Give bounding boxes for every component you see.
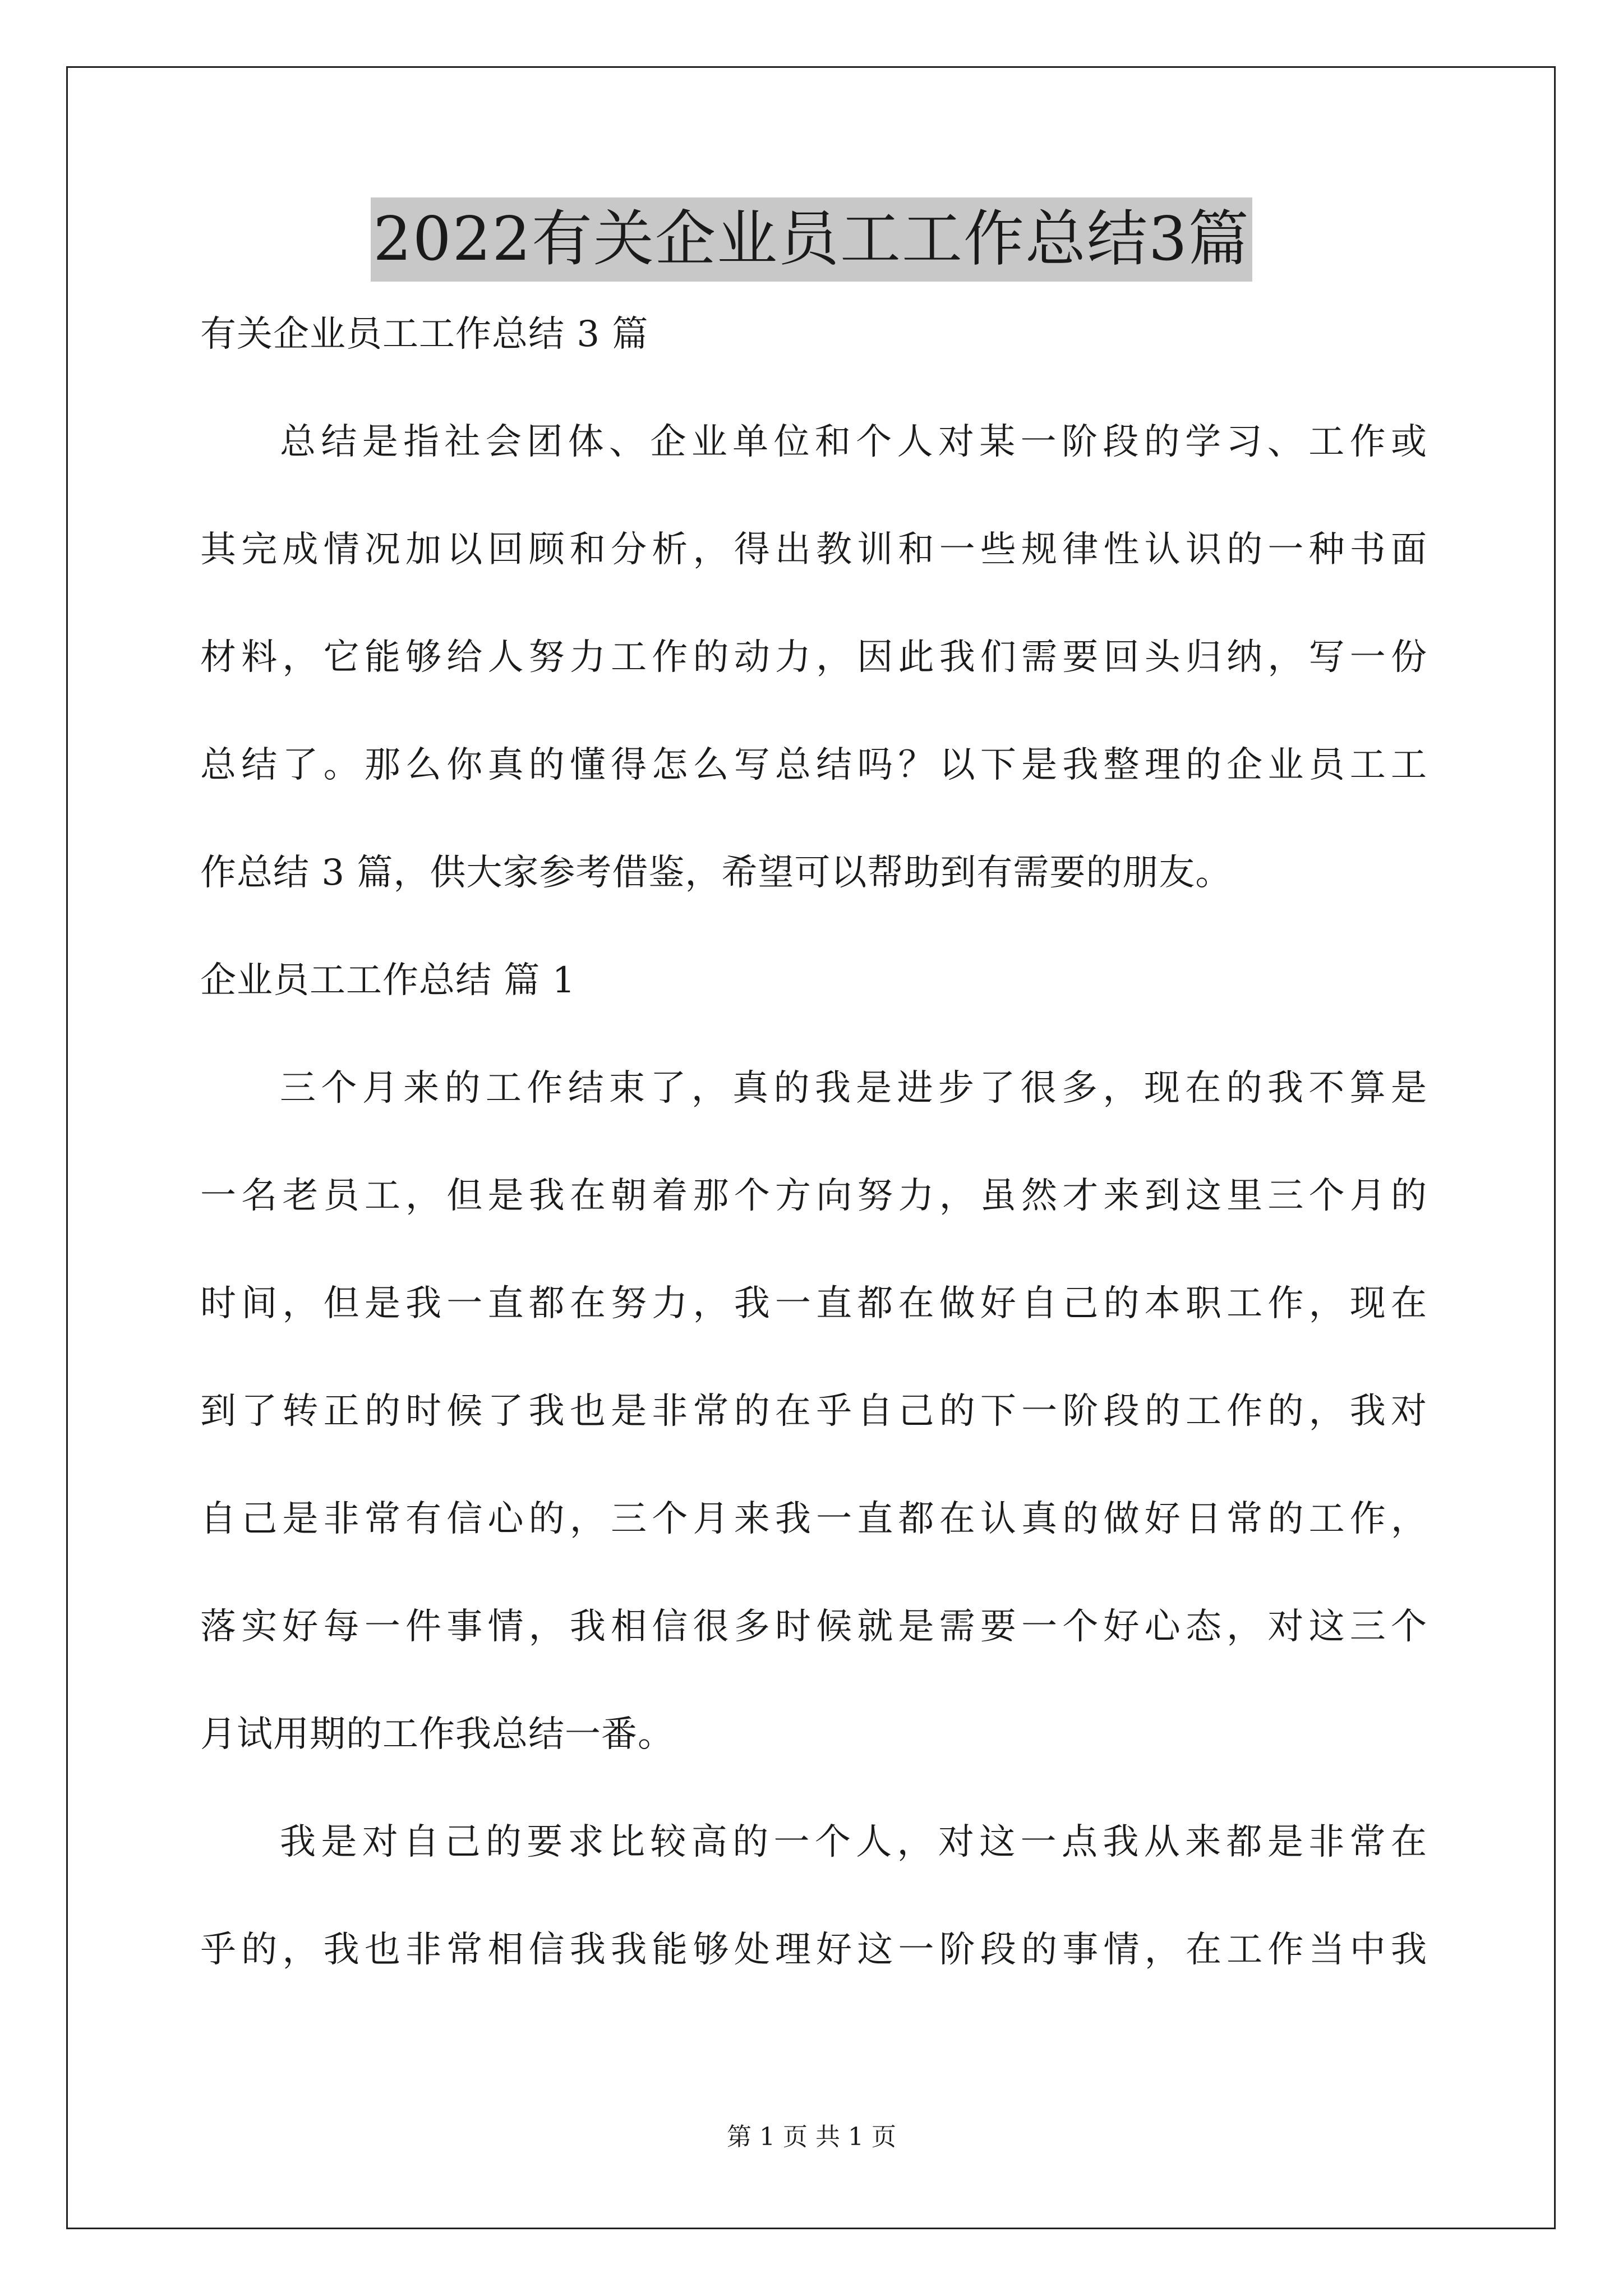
paragraph-line: 材料，它能够给人努力工作的动力，因此我们需要回头归纳，写一份: [200, 637, 1427, 678]
paragraph-line: 作总结 3 篇，供大家参考借鉴，希望可以帮助到有需要的朋友。: [200, 852, 1232, 894]
paragraph-line: 总结是指社会团体、企业单位和个人对某一阶段的学习、工作或: [280, 421, 1427, 463]
document-title: [0, 197, 1623, 282]
paragraph-line: 其完成情况加以回顾和分析，得出教训和一些规律性认识的一种书面: [200, 529, 1427, 570]
page-number: 第 1 页 共 1 页: [727, 2123, 896, 2151]
paragraph-line: 三个月来的工作结束了，真的我是进步了很多，现在的我不算是: [280, 1068, 1427, 1109]
section-heading: 企业员工工作总结 篇 1: [200, 960, 576, 1001]
section-heading: 有关企业员工工作总结 3 篇: [200, 314, 649, 355]
paragraph-line: 自己是非常有信心的，三个月来我一直都在认真的做好日常的工作，: [200, 1498, 1427, 1540]
paragraph-line: 月试用期的工作我总结一番。: [200, 1714, 674, 1755]
paragraph-line: 落实好每一件事情，我相信很多时候就是需要一个好心态，对这三个: [200, 1606, 1427, 1648]
paragraph-line: 我是对自己的要求比较高的一个人，对这一点我从来都是非常在: [280, 1821, 1427, 1863]
paragraph-line: 时间，但是我一直都在努力，我一直都在做好自己的本职工作，现在: [200, 1283, 1427, 1324]
paragraph-line: 一名老员工，但是我在朝着那个方向努力，虽然才来到这里三个月的: [200, 1175, 1427, 1217]
paragraph-line: 到了转正的时候了我也是非常的在乎自己的下一阶段的工作的，我对: [200, 1391, 1427, 1432]
document-title-text: 2022有关企业员工工作总结3篇: [371, 197, 1252, 282]
document-body: [200, 307, 1427, 2031]
paragraph-line: 总结了。那么你真的懂得怎么写总结吗？以下是我整理的企业员工工: [200, 744, 1427, 786]
paragraph-line: 乎的，我也非常相信我我能够处理好这一阶段的事情，在工作当中我: [200, 1929, 1427, 1971]
